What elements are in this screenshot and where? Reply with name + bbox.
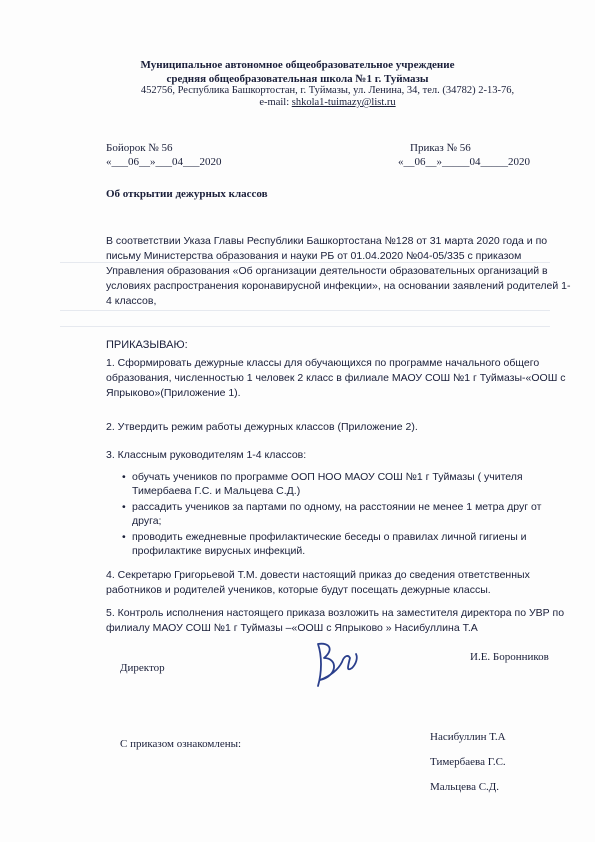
order-date-bashkir: «___06__»___04___2020 bbox=[106, 156, 222, 168]
acknowledged-name: Тимербаева Г.С. bbox=[430, 756, 506, 768]
email-link[interactable]: shkola1-tuimazy@list.ru bbox=[291, 97, 396, 108]
bullet-item bbox=[122, 470, 572, 498]
order-item-4: 4. Секретарю Григорьевой Т.М. довести настоящий приказ до сведения ответственных работников и родителей учеников, которые будут посещать дежурные классы. bbox=[106, 569, 530, 596]
order-subject: Об открытии дежурных классов bbox=[106, 188, 268, 200]
order-item-5: 5. Контроль исполнения настоящего приказа возложить на заместителя директора по УВР по филиалу МАОУ СОШ №1 г Туймазы –«ООШ с Япрыково » Насибуллина Т.А bbox=[106, 607, 565, 634]
acknowledged-name: Мальцева С.Д. bbox=[430, 781, 500, 793]
acknowledged-name: Насибуллин Т.А bbox=[430, 731, 506, 743]
director-name: И.Е. Боронников bbox=[470, 651, 549, 663]
bullet-dot-icon: • bbox=[122, 501, 126, 513]
decree-heading: ПРИКАЗЫВАЮ: bbox=[106, 339, 188, 351]
order-number-bashkir: Бойорок № 56 bbox=[106, 142, 173, 154]
bullet-text: рассадить учеников за партами по одному, на расстоянии не менее 1 метра друг от друга; bbox=[132, 501, 542, 527]
acknowledged-label: С приказом ознакомлены: bbox=[120, 738, 242, 750]
order-item-3: 3. Классным руководителям 1-4 классов: bbox=[106, 449, 307, 461]
bullet-item bbox=[122, 530, 572, 558]
order-number-russian: Приказ № 56 bbox=[410, 142, 471, 154]
bleed-through-line bbox=[60, 310, 550, 311]
order-date-russian: «__06__»_____04_____2020 bbox=[398, 156, 530, 168]
bullet-item bbox=[122, 500, 572, 528]
bullet-dot-icon: • bbox=[122, 471, 126, 483]
school-email-line bbox=[60, 96, 595, 110]
order-item-2: 2. Утвердить режим работы дежурных классов (Приложение 2). bbox=[106, 421, 418, 433]
signatory-title: Директор bbox=[120, 662, 165, 674]
email-label: e-mail: bbox=[259, 97, 292, 108]
school-name-line1: Муниципальное автономное общеобразовательное учреждение bbox=[140, 59, 455, 71]
school-name-line2: средняя общеобразовательная школа №1 г. Туймазы bbox=[166, 73, 429, 85]
bleed-through-line bbox=[60, 326, 550, 327]
bullet-dot-icon: • bbox=[122, 531, 126, 543]
bullet-text: обучать учеников по программе ООП НОО МАОУ СОШ №1 г Туймазы ( учителя Тимербаева Г.С. и Мальцева С.Д.) bbox=[132, 471, 523, 497]
bullet-text: проводить ежедневные профилактические беседы о правилах личной гигиены и профилактике вирусных инфекций. bbox=[132, 531, 527, 557]
preamble-paragraph: В соответствии Указа Главы Республики Башкортостана №128 от 31 марта 2020 года и по письму Министерства образования и науки РБ от 01.04.2020 №04-05/335 с приказом Управления образования «Об организации деятельности образовательных организаций в условиях распространения коронавирусной инфекции», на основании заявлений родителей 1-4 классов, bbox=[106, 235, 571, 307]
director-signature bbox=[304, 636, 364, 692]
order-item-1: 1. Сформировать дежурные классы для обучающихся по программе начального общего образования, численностью 1 человек 2 класс в филиале МАОУ СОШ №1 г Туймазы-«ООШ с Япрыково»(Приложение 1). bbox=[106, 357, 566, 399]
school-address: 452756, Республика Башкортостан, г. Туймазы, ул. Ленина, 34, тел. (34782) 2-13-76, bbox=[140, 85, 515, 96]
